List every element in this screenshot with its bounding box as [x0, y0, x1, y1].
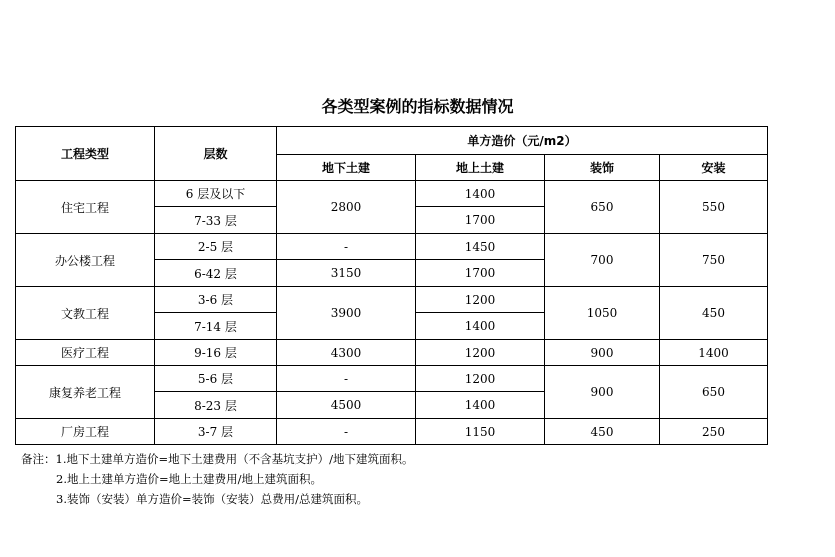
- table-row: [16, 419, 768, 445]
- aboveground-cell: 1200: [416, 340, 545, 366]
- decoration-cell: 900: [545, 366, 660, 419]
- aboveground-cell: 1400: [416, 392, 545, 419]
- type-cell: 文教工程: [16, 287, 155, 340]
- header-unit-cost: 单方造价（元/m2）: [277, 127, 768, 155]
- aboveground-cell: 1200: [416, 366, 545, 392]
- note-line: 3.装饰（安装）单方造价=装饰（安装）总费用/总建筑面积。: [56, 492, 368, 506]
- header-floors: 层数: [155, 127, 277, 181]
- header-aboveground: 地上土建: [416, 155, 545, 181]
- aboveground-cell: 1700: [416, 260, 545, 287]
- decoration-cell: 650: [545, 181, 660, 234]
- aboveground-cell: 1450: [416, 234, 545, 260]
- decoration-cell: 450: [545, 419, 660, 445]
- decoration-cell: 700: [545, 234, 660, 287]
- note-line: 2.地上土建单方造价=地上土建费用/地上建筑面积。: [56, 472, 322, 486]
- underground-cell: 3900: [277, 287, 416, 340]
- floors-cell: 5-6 层: [155, 366, 277, 392]
- decoration-cell: 900: [545, 340, 660, 366]
- install-cell: 550: [660, 181, 768, 234]
- aboveground-cell: 1700: [416, 207, 545, 234]
- type-cell: 厂房工程: [16, 419, 155, 445]
- table-row: [16, 340, 768, 366]
- header-decoration: 装饰: [545, 155, 660, 181]
- header-install: 安装: [660, 155, 768, 181]
- table-row: [16, 287, 768, 313]
- install-cell: 750: [660, 234, 768, 287]
- aboveground-cell: 1400: [416, 181, 545, 207]
- header-underground: 地下土建: [277, 155, 416, 181]
- table-row: [16, 366, 768, 392]
- install-cell: 1400: [660, 340, 768, 366]
- aboveground-cell: 1400: [416, 313, 545, 340]
- table-title: 各类型案例的指标数据情况: [321, 97, 514, 116]
- notes: [21, 449, 413, 509]
- floors-cell: 6 层及以下: [155, 181, 277, 207]
- floors-cell: 3-7 层: [155, 419, 277, 445]
- floors-cell: 6-42 层: [155, 260, 277, 287]
- aboveground-cell: 1200: [416, 287, 545, 313]
- floors-cell: 7-14 层: [155, 313, 277, 340]
- floors-cell: 7-33 层: [155, 207, 277, 234]
- type-cell: 康复养老工程: [16, 366, 155, 419]
- header-row: [16, 127, 768, 155]
- type-cell: 办公楼工程: [16, 234, 155, 287]
- type-cell: 医疗工程: [16, 340, 155, 366]
- underground-cell: 4500: [277, 392, 416, 419]
- install-cell: 250: [660, 419, 768, 445]
- underground-cell: 3150: [277, 260, 416, 287]
- cost-index-table: [15, 126, 768, 445]
- type-cell: 住宅工程: [16, 181, 155, 234]
- floors-cell: 3-6 层: [155, 287, 277, 313]
- floors-cell: 8-23 层: [155, 392, 277, 419]
- underground-cell: -: [277, 366, 416, 392]
- note-line: 备注：1.地下土建单方造价=地下土建费用（不含基坑支护）/地下建筑面积。: [21, 452, 414, 466]
- underground-cell: 2800: [277, 181, 416, 234]
- floors-cell: 2-5 层: [155, 234, 277, 260]
- underground-cell: -: [277, 234, 416, 260]
- underground-cell: -: [277, 419, 416, 445]
- install-cell: 450: [660, 287, 768, 340]
- underground-cell: 4300: [277, 340, 416, 366]
- install-cell: 650: [660, 366, 768, 419]
- aboveground-cell: 1150: [416, 419, 545, 445]
- floors-cell: 9-16 层: [155, 340, 277, 366]
- table-row: [16, 181, 768, 207]
- table-row: [16, 234, 768, 260]
- decoration-cell: 1050: [545, 287, 660, 340]
- header-type: 工程类型: [16, 127, 155, 181]
